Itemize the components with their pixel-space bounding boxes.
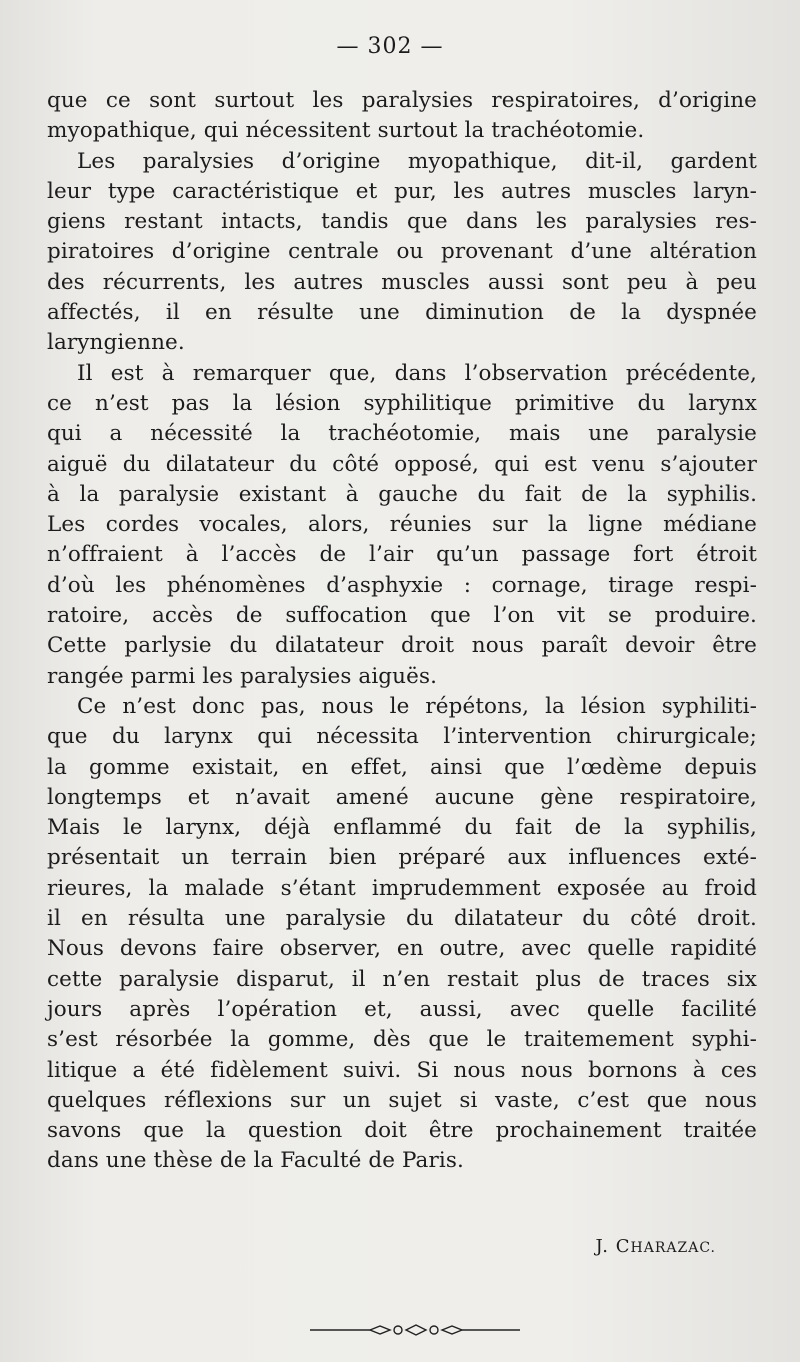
- text-line: Ce n’est donc pas, nous le répétons, la lésion syphiliti-: [77, 693, 757, 719]
- text-line: giens restant intacts, tandis que dans les paralysies res-: [47, 209, 757, 235]
- text-line: dans une thèse de la Faculté de Paris.: [47, 1148, 464, 1174]
- text-line: la gomme existait, en effet, ainsi que l’œdème depuis: [47, 754, 757, 780]
- text-line: ratoire, accès de suffocation que l’on vit se produire.: [47, 603, 757, 629]
- text-line: Mais le larynx, déjà enflammé du fait de la syphilis,: [47, 815, 757, 841]
- text-line: myopathique, qui nécessitent surtout la trachéotomie.: [47, 118, 645, 144]
- text-line: rieures, la malade s’étant imprudemment exposée au froid: [47, 875, 757, 901]
- text-line: ce n’est pas la lésion syphilitique primitive du larynx: [47, 390, 757, 416]
- text-line: Les cordes vocales, alors, réunies sur la ligne médiane: [47, 512, 757, 538]
- text-line: savons que la question doit être prochainement traitée: [47, 1118, 757, 1144]
- text-line: à la paralysie existant à gauche du fait de la syphilis.: [47, 481, 757, 507]
- end-ornament-icon: [310, 1322, 520, 1338]
- signature-initial: J.: [595, 1236, 609, 1257]
- author-signature: [595, 1236, 716, 1257]
- text-line: aiguë du dilatateur du côté opposé, qui est venu s’ajouter: [47, 451, 757, 477]
- text-line: d’où les phénomènes d’asphyxie : cornage, tirage respi-: [47, 572, 757, 598]
- text-line: Nous devons faire observer, en outre, avec quelle rapidité: [47, 936, 757, 962]
- text-line: piratoires d’origine centrale ou provenant d’une altération: [47, 239, 757, 265]
- signature-name-rest: HARAZAC.: [630, 1240, 716, 1256]
- body-text: [47, 86, 757, 1177]
- text-line: que du larynx qui nécessita l’intervention chirurgicale;: [47, 724, 757, 750]
- text-line: quelques réflexions sur un sujet si vaste, c’est que nous: [47, 1087, 757, 1113]
- text-line: Les paralysies d’origine myopathique, dit-il, gardent: [77, 148, 757, 174]
- text-line: cette paralysie disparut, il n’en restait plus de traces six: [47, 966, 757, 992]
- text-line: jours après l’opération et, aussi, avec quelle facilité: [47, 996, 757, 1022]
- text-line: laryngienne.: [47, 330, 185, 356]
- text-line: des récurrents, les autres muscles aussi sont peu à peu: [47, 269, 757, 295]
- text-line: qui a nécessité la trachéotomie, mais une paralysie: [47, 421, 757, 447]
- text-line: leur type caractéristique et pur, les autres muscles laryn-: [47, 178, 757, 204]
- text-line: Cette parlysie du dilatateur droit nous paraît devoir être: [47, 633, 757, 659]
- text-line: n’offraient à l’accès de l’air qu’un passage fort étroit: [47, 542, 757, 568]
- text-line: litique a été fidèlement suivi. Si nous nous bornons à ces: [47, 1057, 757, 1083]
- text-line: présentait un terrain bien préparé aux influences exté-: [47, 845, 757, 871]
- text-line: rangée parmi les paralysies aiguës.: [47, 663, 438, 689]
- text-line: affectés, il en résulte une diminution de la dyspnée: [47, 300, 757, 326]
- text-line: il en résulta une paralysie du dilatateur du côté droit.: [47, 906, 757, 932]
- page-number: — 302 —: [336, 34, 444, 59]
- signature-name-initial: C: [615, 1236, 631, 1257]
- text-line: longtemps et n’avait amené aucune gène respiratoire,: [47, 784, 757, 810]
- text-line: que ce sont surtout les paralysies respiratoires, d’origine: [47, 88, 757, 113]
- text-line: Il est à remarquer que, dans l’observation précédente,: [77, 360, 757, 386]
- text-line: s’est résorbée la gomme, dès que le traitemement syphi-: [47, 1027, 757, 1053]
